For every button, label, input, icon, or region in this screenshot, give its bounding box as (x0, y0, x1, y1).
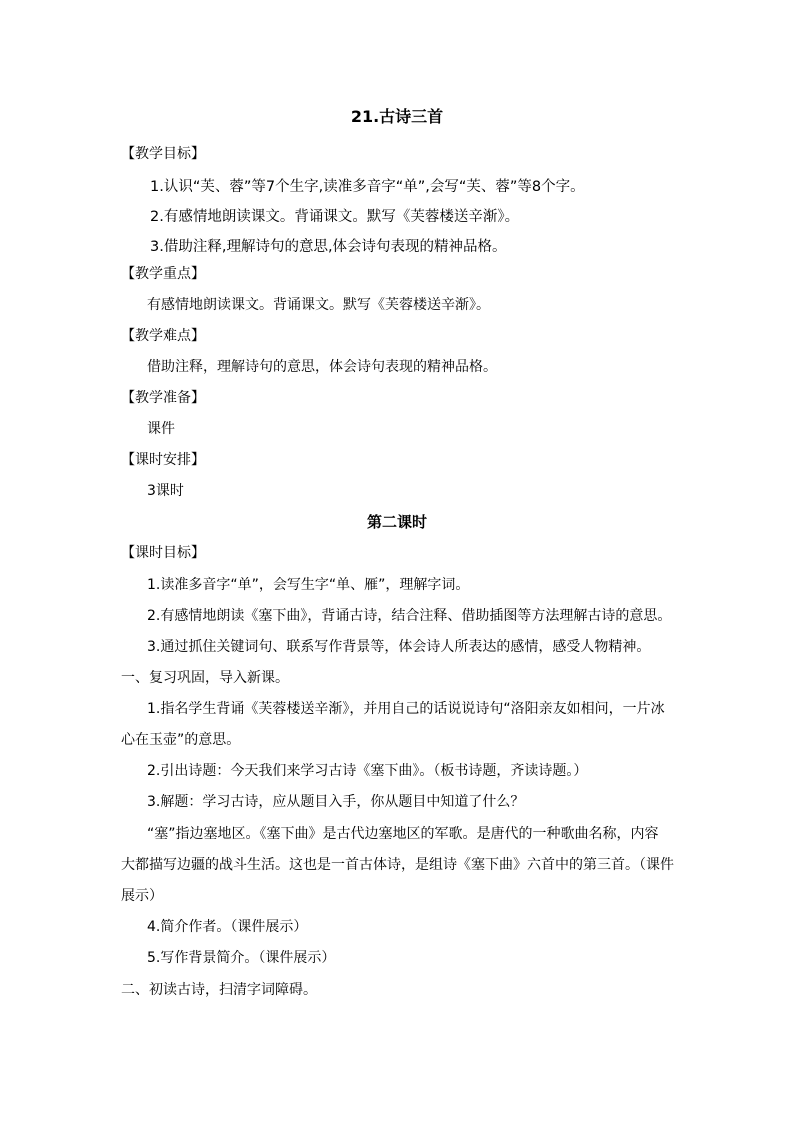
document-title: 21.古诗三首 (350, 107, 444, 126)
key-points-heading: 【教学重点】 (121, 266, 205, 282)
lesson-goal-1: 1.读准多音字“单”，会写生字“单、雁”，理解字词。 (147, 577, 470, 593)
lesson-goal-2: 2.有感情地朗读《塞下曲》，背诵古诗，结合注释、借助插图等方法理解古诗的意思。 (147, 608, 672, 624)
teaching-goal-1: 1.认识“芙、蓉”等7个生字,读准多音字“单”,会写“芙、蓉”等8个字。 (150, 179, 585, 195)
schedule-heading: 【课时安排】 (121, 452, 205, 468)
schedule-text: 3课时 (147, 483, 184, 499)
part1-item1-line2: 心在玉壶”的意思。 (121, 732, 241, 748)
part1-item2: 2.引出诗题：今天我们来学习古诗《塞下曲》。（板书诗题，齐读诗题。） (147, 763, 588, 779)
part1-item1-line1: 1.指名学生背诵《芙蓉楼送辛渐》，并用自己的话说说诗句“洛阳亲友如相问，一片冰 (147, 701, 665, 717)
preparation-text: 课件 (147, 421, 175, 437)
part1-item4: 4.简介作者。（课件展示） (147, 919, 308, 935)
key-points-text: 有感情地朗读课文。背诵课文。默写《芙蓉楼送辛渐》。 (147, 297, 490, 313)
preparation-heading: 【教学准备】 (121, 390, 205, 406)
teaching-goals-heading: 【教学目标】 (121, 146, 205, 162)
lesson-goal-3: 3.通过抓住关键词句、联系写作背景等，体会诗人所表达的感情，感受人物精神。 (147, 639, 651, 655)
part1-item5: 5.写作背景简介。（课件展示） (147, 950, 336, 966)
teaching-goal-3: 3.借助注释,理解诗句的意思,体会诗句表现的精神品格。 (150, 239, 507, 255)
explanation-line2: 大都描写边疆的战斗生活。这也是一首古体诗，是组诗《塞下曲》六首中的第三首。（课件 (121, 857, 674, 873)
difficulties-text: 借助注释，理解诗句的意思，体会诗句表现的精神品格。 (147, 359, 497, 375)
part1-item3: 3.解题：学习古诗，应从题目入手，你从题目中知道了什么？ (147, 794, 525, 810)
teaching-goal-2: 2.有感情地朗读课文。背诵课文。默写《芙蓉楼送辛渐》。 (150, 209, 520, 225)
explanation-line3: 展示） (121, 888, 163, 904)
lesson-title: 第二课时 (366, 513, 427, 531)
explanation-line1: “塞”指边塞地区。《塞下曲》是古代边塞地区的军歌。是唐代的一种歌曲名称，内容 (147, 826, 659, 842)
difficulties-heading: 【教学难点】 (121, 328, 205, 344)
part1-heading: 一、复习巩固，导入新课。 (121, 670, 289, 686)
lesson-goals-heading: 【课时目标】 (121, 545, 205, 561)
part2-heading: 二、初读古诗，扫清字词障碍。 (121, 982, 317, 998)
